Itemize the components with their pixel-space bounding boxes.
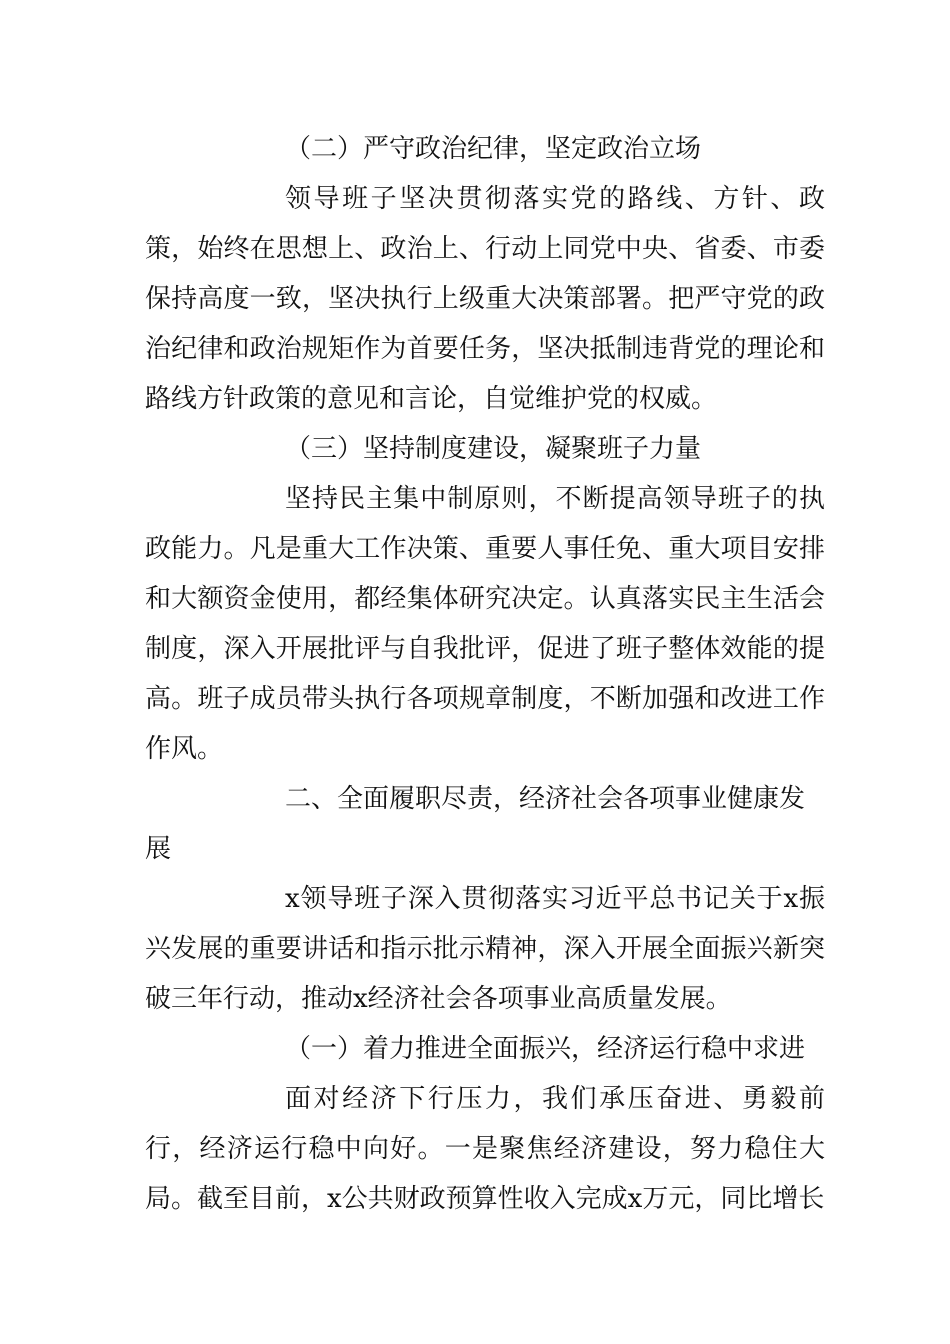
paragraph-economy: 面对经济下行压力，我们承压奋进、勇毅前行，经济运行稳中向好。一是聚焦经济建设，努力稳住大局。截至目前，x公共财政预算性收入完成x万元，同比增长 xyxy=(145,1084,825,1214)
section-heading-2-1: （一）着力推进全面振兴，经济运行稳中求进 xyxy=(285,1034,806,1064)
paragraph-political-discipline: 领导班子坚决贯彻落实党的路线、方针、政策，始终在思想上、政治上、行动上同党中央、省委、市委保持高度一致，坚决执行上级重大决策部署。把严守党的政治纪律和政治规矩作为首要任务，坚决抵制违背党的理论和路线方针政策的意见和言论，自觉维护党的权威。 xyxy=(145,184,825,414)
section-heading-2-2: （二）严守政治纪律，坚定政治立场 xyxy=(285,134,702,164)
document-body xyxy=(145,124,825,1224)
paragraph-system-building: 坚持民主集中制原则，不断提高领导班子的执政能力。凡是重大工作决策、重要人事任免、重大项目安排和大额资金使用，都经集体研究决定。认真落实民主生活会制度，深入开展批评与自我批评，促进了班子整体效能的提高。班子成员带头执行各项规章制度，不断加强和改进工作作风。 xyxy=(145,484,825,764)
paragraph-revitalization: x领导班子深入贯彻落实习近平总书记关于x振兴发展的重要讲话和指示批示精神，深入开展全面振兴新突破三年行动，推动x经济社会各项事业高质量发展。 xyxy=(145,884,825,1014)
section-heading-2-3: （三）坚持制度建设，凝聚班子力量 xyxy=(285,434,702,464)
section-heading-part-2: 二、全面履职尽责，经济社会各项事业健康发展 xyxy=(145,784,806,864)
